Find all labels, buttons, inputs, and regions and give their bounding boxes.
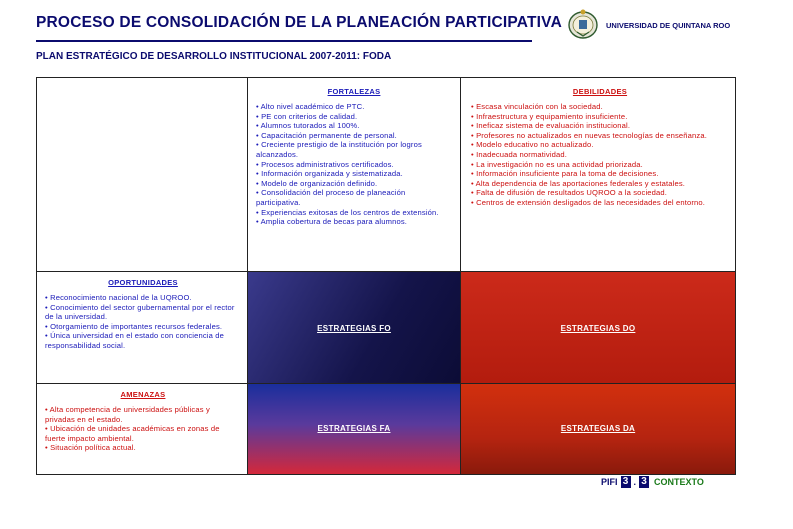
strategies-da-cell [461, 384, 735, 474]
debilidades-item: • Escasa vinculación con la sociedad. [471, 102, 603, 111]
amenazas-list [45, 405, 241, 453]
oportunidades-list [45, 293, 241, 351]
debilidades-item: • Falta de difusión de resultados UQROO a la sociedad. [471, 188, 668, 198]
debilidades-item: • Inadecuada normatividad. [471, 149, 568, 159]
oportunidades-heading: OPORTUNIDADES [108, 278, 178, 287]
footer-context [601, 476, 704, 488]
fortalezas-item: • Amplia cobertura de becas para alumnos. [256, 217, 408, 227]
amenazas-item: • Situación política actual. [45, 443, 136, 453]
university-name: UNIVERSIDAD DE QUINTANA ROO [606, 21, 731, 30]
strategies-do-cell [461, 272, 735, 383]
oportunidades-item: • Reconocimiento nacional de la UQROO. [45, 293, 192, 302]
footer-version-minor: 3 [639, 476, 649, 488]
debilidades-item: • Centros de extensión desligados de las necesidades del entorno. [471, 197, 706, 207]
fortalezas-cell [248, 78, 460, 271]
oportunidades-item: • Otorgamiento de importantes recursos federales. [45, 321, 223, 331]
debilidades-item: • Información insuficiente para la toma de decisiones. [471, 169, 659, 179]
university-seal-icon [567, 8, 599, 40]
amenazas-heading: AMENAZAS [120, 390, 166, 399]
footer-context-label: CONTEXTO [654, 477, 704, 487]
fortalezas-item: • PE con criterios de calidad. [256, 111, 358, 121]
page-title: PROCESO DE CONSOLIDACIÓN DE LA PLANEACIÓN PARTICIPATIVA [36, 14, 562, 31]
empty-corner-cell [37, 78, 247, 271]
fortalezas-item: • Procesos administrativos certificados. [256, 159, 394, 169]
fortalezas-list [256, 102, 452, 227]
debilidades-list [471, 102, 729, 208]
oportunidades-item: • Conocimiento del sector gubernamental por el rector de la universidad. [45, 302, 235, 322]
amenazas-item: • Alta competencia de universidades públicas y privadas en el estado. [45, 405, 210, 424]
strategies-fa-label: ESTRATEGIAS FA [317, 424, 391, 433]
debilidades-heading: DEBILIDADES [572, 87, 628, 96]
footer-version-separator: . [633, 477, 637, 487]
strategies-fo-cell [248, 272, 460, 383]
strategies-da-label: ESTRATEGIAS DA [560, 424, 636, 433]
debilidades-item: • Modelo educativo no actualizado. [471, 140, 594, 150]
debilidades-item: • La investigación no es una actividad priorizada. [471, 159, 643, 169]
fortalezas-item: • Creciente prestigio de la institución por logros alcanzados. [256, 140, 422, 159]
footer-version-major: 3 [621, 476, 631, 488]
debilidades-item: • Profesores no actualizados en nuevas tecnologías de enseñanza. [471, 130, 708, 140]
fortalezas-item: • Consolidación del proceso de planeación participativa. [256, 188, 406, 207]
strategies-fo-label: ESTRATEGIAS FO [317, 324, 391, 333]
foda-matrix [36, 77, 736, 475]
title-underline [36, 40, 532, 42]
fortalezas-item: • Alto nivel académico de PTC. [256, 102, 365, 111]
fortalezas-item: • Capacitación permanente de personal. [256, 130, 397, 140]
fortalezas-item: • Alumnos tutorados al 100%. [256, 121, 360, 131]
oportunidades-cell [37, 272, 247, 383]
fortalezas-item: • Información organizada y sistematizada. [256, 169, 403, 179]
fortalezas-item: • Experiencias exitosas de los centros de extensión. [256, 207, 439, 217]
amenazas-cell [37, 384, 247, 474]
debilidades-item: • Infraestructura y equipamiento insuficiente. [471, 111, 628, 121]
footer-pifi: PIFI [601, 477, 618, 487]
debilidades-item: • Alta dependencia de las aportaciones federales y estatales. [471, 178, 686, 188]
amenazas-item: • Ubicación de unidades académicas en zonas de fuerte impacto ambiental. [45, 424, 220, 443]
page-subtitle: PLAN ESTRATÉGICO DE DESARROLLO INSTITUCIONAL 2007-2011: FODA [36, 51, 392, 62]
debilidades-cell [461, 78, 737, 271]
strategies-do-label: ESTRATEGIAS DO [560, 324, 636, 333]
fortalezas-heading: FORTALEZAS [327, 87, 381, 96]
debilidades-item: • Ineficaz sistema de evaluación institucional. [471, 121, 631, 131]
oportunidades-item: • Única universidad en el estado con conciencia de responsabilidad social. [45, 331, 225, 350]
strategies-fa-cell [248, 384, 460, 474]
fortalezas-item: • Modelo de organización definido. [256, 178, 378, 188]
